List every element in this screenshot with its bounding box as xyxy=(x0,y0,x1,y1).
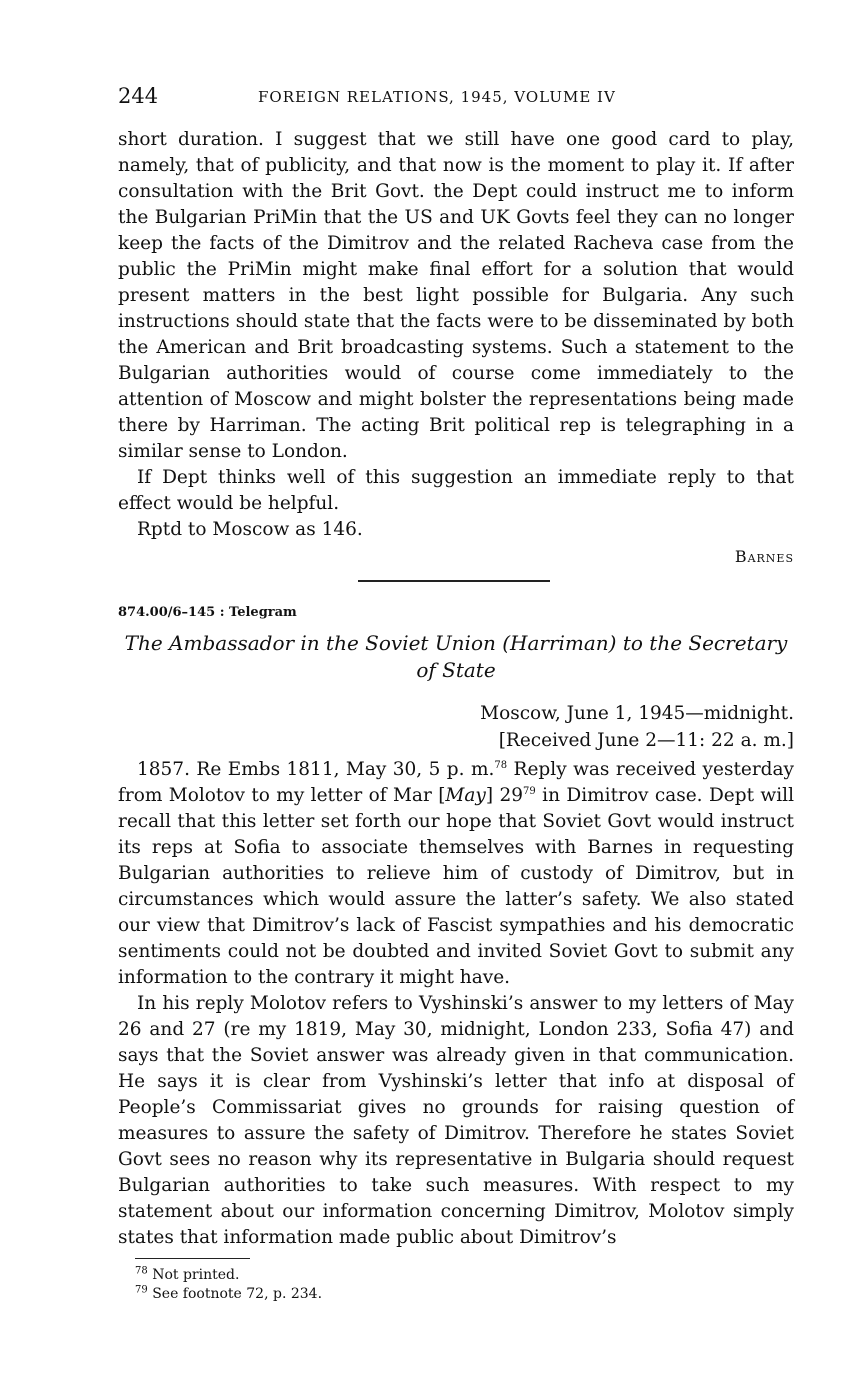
footnote-divider xyxy=(135,1258,250,1259)
document-title: The Ambassador in the Soviet Union (Harriman) to the Secretary of State xyxy=(124,631,788,682)
section-divider xyxy=(358,580,550,582)
paragraph: short duration. I suggest that we still have one good card to play, namely, that of publicity, and that now is the moment to play it. If after consultation with the Brit Govt. the Dept could instruct me to inform the Bulgarian PriMin that the US and UK Govts feel they can no longer keep the facts of the Dimitrov and the related Racheva case from the public the PriMin might make final effort for a solution that would present matters in the best light possible for Bulgaria. Any such instructions should state that the facts were to be disseminated by both the American and Brit broadcasting systems. Such a statement to the Bulgarian authorities would of course come immediately to the attention of Moscow and might bolster the representations being made there by Harriman. The acting Brit political rep is telegraphing in a similar sense to London. xyxy=(118,129,794,462)
footnote: $^{78}$ Not printed. xyxy=(135,1265,240,1283)
paragraph: If Dept thinks well of this suggestion an immediate reply to that effect would be helpful. xyxy=(118,467,794,514)
telegram-body xyxy=(118,757,794,1251)
continued-telegram-text xyxy=(118,127,794,543)
paragraph: 1857. Re Embs 1811, May 30, 5 p. m.$^{78}$ Reply was received yesterday from Molotov to my letter of Mar [May] $29^{79}$ in Dimitrov case. Dept will recall that this letter set forth our hope that Soviet Govt would instruct its reps at Sofia to associate themselves with Barnes in requesting Bulgarian authorities to relieve him of custody of Dimitrov, but in circumstances which would assure the latter’s safety. We also stated our view that Dimitrov’s lack of Fascist sympathies and his democratic sentiments could not be doubted and invited Soviet Govt to submit any information to the contrary it might have. xyxy=(118,759,794,988)
editorial-correction: May xyxy=(445,785,486,806)
paragraph: In his reply Molotov refers to Vyshinski’s answer to my letters of May 26 and 27 (re my 1819, May 30, midnight, London 233, Sofia 47) and says that the Soviet answer was already given in that communication. He says it is clear from Vyshinski’s letter that info at disposal of People’s Commissariat gives no grounds for raising question of measures to assure the safety of Dimitrov. Therefore he states Soviet Govt sees no reason why its representative in Bulgaria should request Bulgarian authorities to take such measures. With respect to my statement about our information concerning Dimitrov, Molotov simply states that information made public about Dimitrov’s xyxy=(118,993,794,1248)
running-head: FOREIGN RELATIONS, 1945, VOLUME IV xyxy=(258,88,616,106)
footnote-ref: 78 xyxy=(494,759,508,771)
place-date: Moscow, June 1, 1945—midnight. xyxy=(480,703,794,724)
paragraph: Rptd to Moscow as 146. xyxy=(137,519,363,540)
page-header xyxy=(118,84,794,110)
footnotes xyxy=(135,1266,322,1304)
footnote: $^{79}$ See footnote 72, p. 234. xyxy=(135,1284,323,1302)
page-number: 244 xyxy=(118,84,159,108)
footnote-ref: 79 xyxy=(523,785,536,797)
dateline xyxy=(480,700,794,754)
signature: Barnes xyxy=(734,547,794,566)
document-file-id: 874.00/6–145 : Telegram xyxy=(118,605,297,620)
received-date: [Received June 2—11: 22 a. m.] xyxy=(498,730,794,751)
